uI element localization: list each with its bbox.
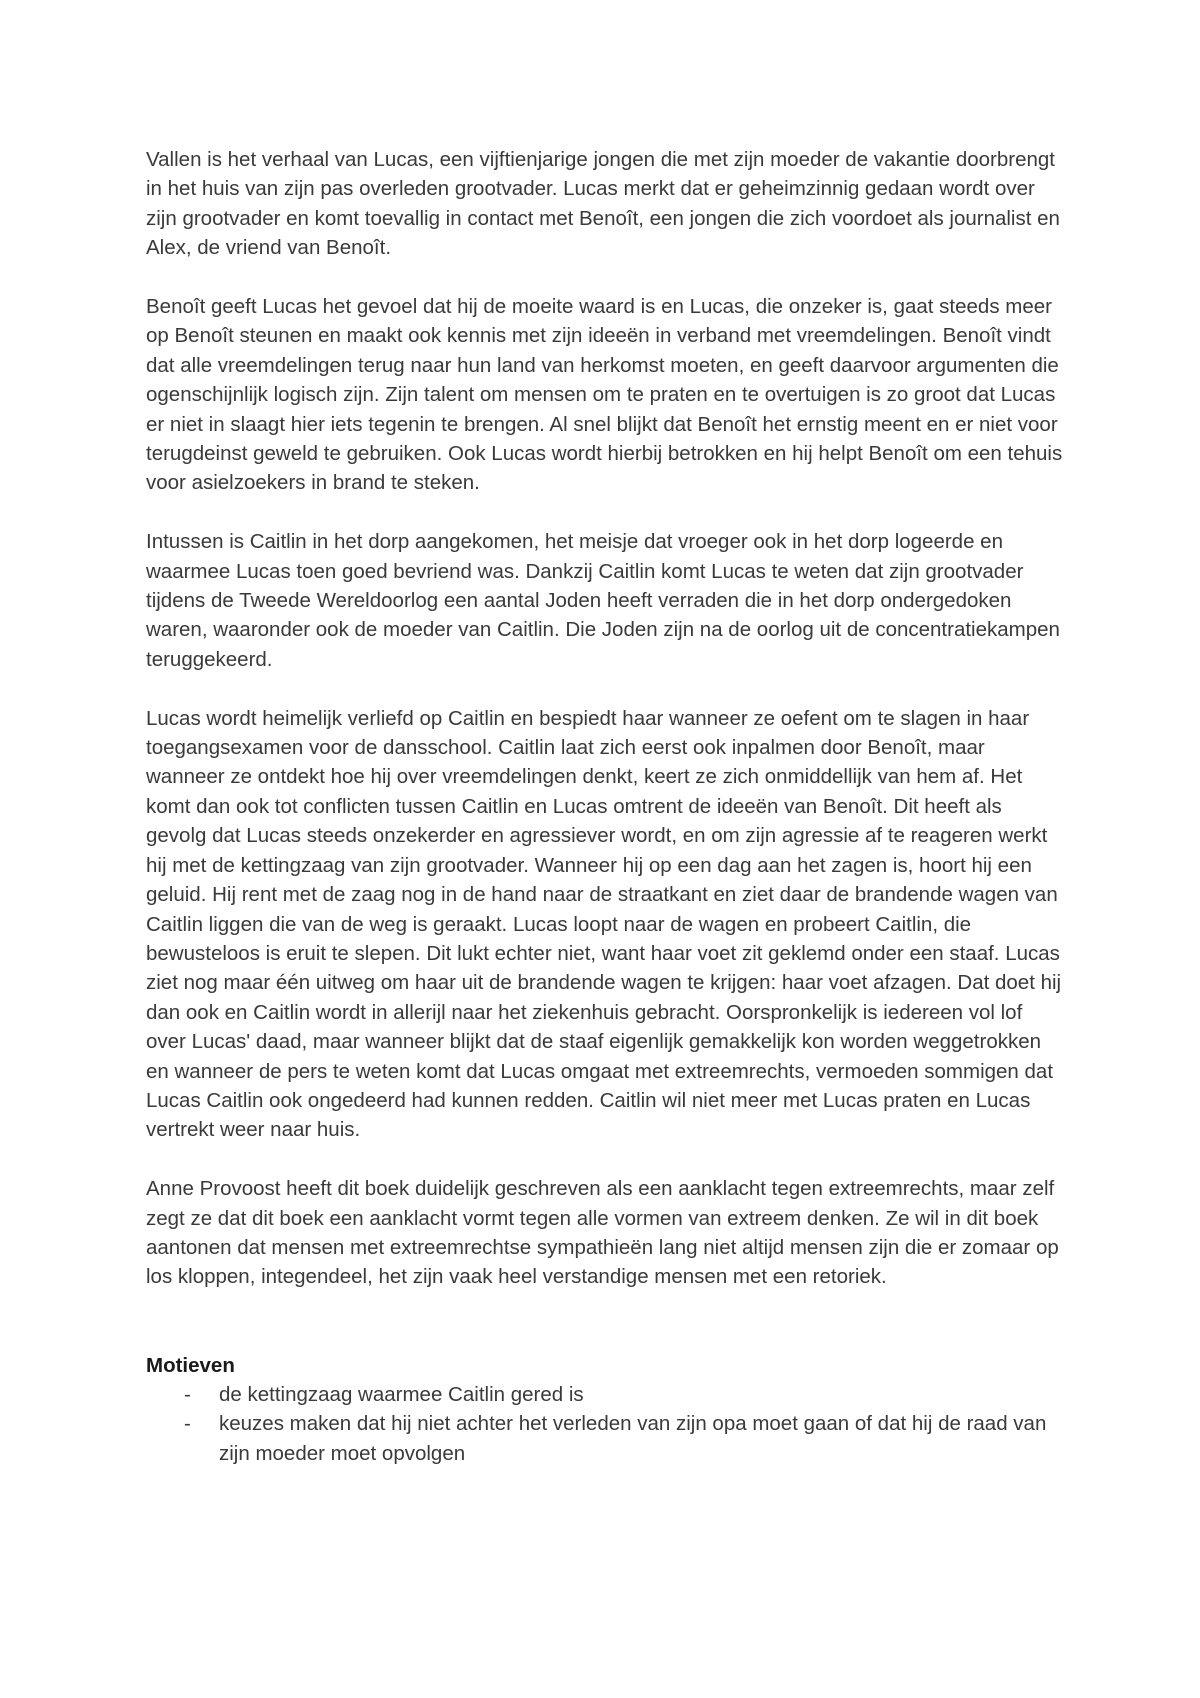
paragraph-plot: Lucas wordt heimelijk verliefd op Caitlin en bespiedt haar wanneer ze oefent om te slagen in haar toegangsexamen voor de dansschool. Caitlin laat zich eerst ook inpalmen door Benoît, maar wanneer ze ontdekt hoe hij over vreemdelingen denkt, keert ze zich onmiddellijk van hem af. Het komt dan ook tot conflicten tussen Caitlin en Lucas omtrent de ideeën van Benoît. Dit heeft als gevolg dat Lucas steeds onzekerder en agressiever wordt, en om zijn agressie af te reageren werkt hij met de kettingzaag van zijn grootvader. Wanneer hij op een dag aan het zagen is, hoort hij een geluid. Hij rent met de zaag nog in de hand naar de straatkant en ziet daar de brandende wagen van Caitlin liggen die van de weg is geraakt. Lucas loopt naar de wagen en probeert Caitlin, die bewusteloos is eruit te slepen. Dit lukt echter niet, want haar voet zit geklemd onder een staaf. Lucas ziet nog maar één uitweg om haar uit de brandende wagen te krijgen: haar voet afzagen. Dat doet hij dan ook en Caitlin wordt in allerijl naar het ziekenhuis gebracht. Oorspronkelijk is iedereen vol lof over Lucas' daad, maar wanneer blijkt dat de staaf eigenlijk gemakkelijk kon worden weggetrokken en wanneer de pers te weten komt dat Lucas omgaat met extreemrechts, vermoeden sommigen dat Lucas Caitlin ook ongedeerd had kunnen redden. Caitlin wil niet meer met Lucas praten en Lucas vertrekt weer naar huis.	[146, 706, 1062, 1142]
document-body	[146, 145, 1066, 1468]
paragraph-benoit: Benoît geeft Lucas het gevoel dat hij de moeite waard is en Lucas, die onzeker is, gaat steeds meer op Benoît steunen en maakt ook kennis met zijn ideeën in verband met vreemdelingen. Benoît vindt dat alle vreemdelingen terug naar hun land van herkomst moeten, en geeft daarvoor argumenten die ogenschijnlijk logisch zijn. Zijn talent om mensen om te praten en te overtuigen is zo groot dat Lucas er niet in slaagt hier iets tegenin te brengen. Al snel blijkt dat Benoît het ernstig meent en er niet voor terugdeinst geweld te gebruiken. Ook Lucas wordt hierbij betrokken en hij helpt Benoît om een tehuis voor asielzoekers in brand te steken.	[146, 295, 1063, 495]
list-item-text: de kettingzaag waarmee Caitlin gered is	[219, 1382, 584, 1406]
list-bullet: -	[184, 1382, 191, 1406]
list-item	[146, 1380, 1066, 1409]
motives-list	[146, 1380, 1066, 1468]
list-bullet: -	[184, 1412, 191, 1436]
list-item	[146, 1409, 1066, 1468]
paragraph-caitlin: Intussen is Caitlin in het dorp aangekomen, het meisje dat vroeger ook in het dorp logeerde en waarmee Lucas toen goed bevriend was. Dankzij Caitlin komt Lucas te weten dat zijn grootvader tijdens de Tweede Wereldoorlog een aantal Joden heeft verraden die in het dorp ondergedoken waren, waaronder ook de moeder van Caitlin. Die Joden zijn na de oorlog uit de concentratiekampen teruggekeerd.	[146, 530, 1060, 671]
paragraph-author: Anne Provoost heeft dit boek duidelijk geschreven als een aanklacht tegen extreemrechts, maar zelf zegt ze dat dit boek een aanklacht vormt tegen alle vormen van extreem denken. Ze wil in dit boek aantonen dat mensen met extreemrechtse sympathieën lang niet altijd mensen zijn die er zomaar op los kloppen, integendeel, het zijn vaak heel verstandige mensen met een retoriek.	[146, 1177, 1059, 1289]
list-item-text: keuzes maken dat hij niet achter het verleden van zijn opa moet gaan of dat hij de raad van zijn moeder moet opvolgen	[219, 1412, 1047, 1465]
motives-heading: Motieven	[146, 1353, 235, 1377]
paragraph-intro: Vallen is het verhaal van Lucas, een vijftienjarige jongen die met zijn moeder de vakantie doorbrengt in het huis van zijn pas overleden grootvader. Lucas merkt dat er geheimzinnig gedaan wordt over zijn grootvader en komt toevallig in contact met Benoît, een jongen die zich voordoet als journalist en Alex, de vriend van Benoît.	[146, 148, 1060, 260]
